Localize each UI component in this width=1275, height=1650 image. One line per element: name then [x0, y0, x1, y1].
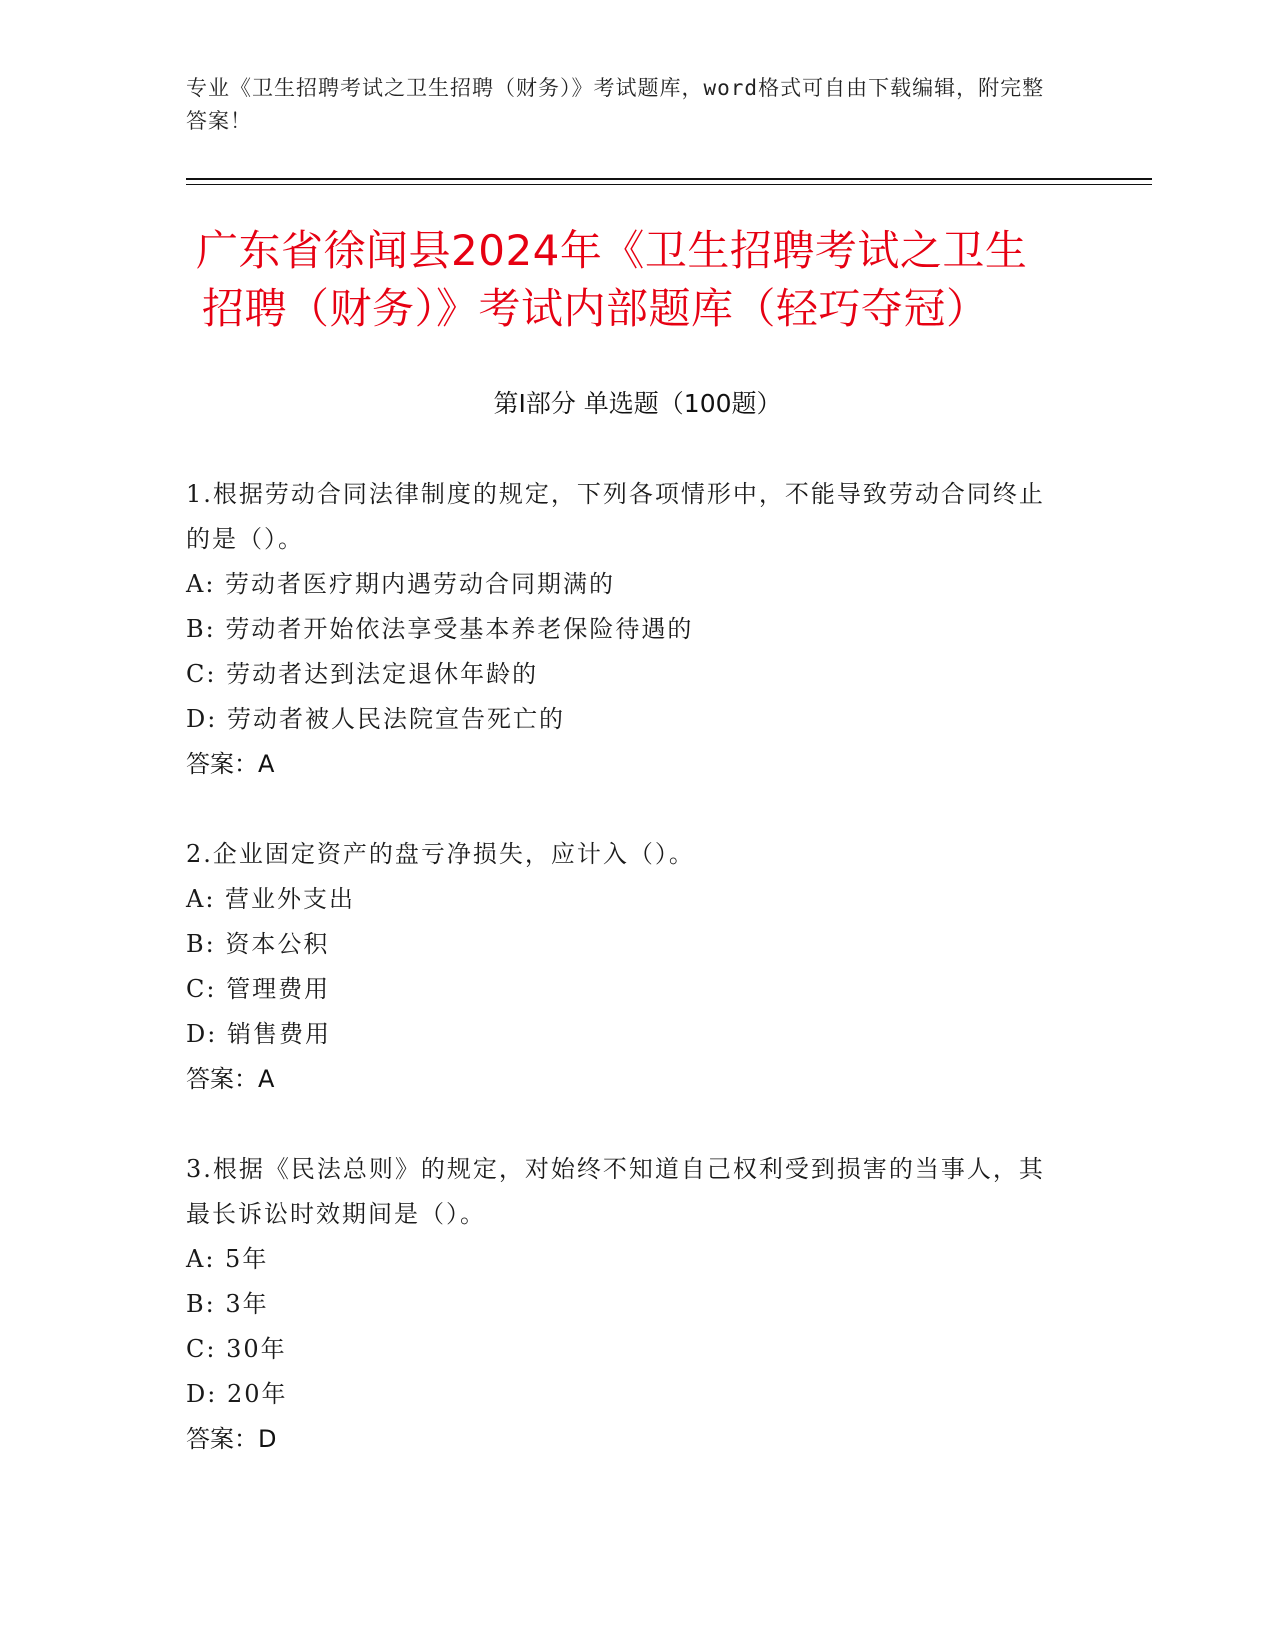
option-b: B: 劳动者开始依法享受基本养老保险待遇的 [186, 615, 694, 643]
question-text: 2.企业固定资产的盘亏净损失，应计入（）。 [186, 840, 695, 868]
title-line-2: 招聘（财务）》考试内部题库（轻巧夺冠） [202, 284, 989, 333]
question-3 [186, 1147, 1066, 1462]
option-c: C: 劳动者达到法定退休年龄的 [186, 660, 539, 688]
option-a: A: 5年 [186, 1245, 269, 1273]
option-b: B: 资本公积 [186, 930, 330, 958]
question-1 [186, 472, 1066, 787]
header-divider-thick [186, 178, 1152, 180]
question-2 [186, 832, 1066, 1102]
header-divider-thin [186, 184, 1152, 185]
option-a: A: 营业外支出 [186, 885, 356, 913]
option-d: D: 20年 [186, 1380, 288, 1408]
option-d: D: 销售费用 [186, 1020, 331, 1048]
question-text: 1.根据劳动合同法律制度的规定，下列各项情形中，不能导致劳动合同终止的是（）。 [186, 480, 1045, 553]
answer: 答案：A [186, 1065, 275, 1093]
section-heading: 第Ⅰ部分 单选题（100题） [493, 389, 782, 418]
option-d: D: 劳动者被人民法院宣告死亡的 [186, 705, 565, 733]
title-line-1: 广东省徐闻县2024年《卫生招聘考试之卫生 [196, 226, 1028, 275]
option-c: C: 管理费用 [186, 975, 331, 1003]
option-b: B: 3年 [186, 1290, 269, 1318]
answer: 答案：A [186, 750, 275, 778]
header-note: 专业《卫生招聘考试之卫生招聘（财务）》考试题库，word格式可自由下载编辑，附完整答案！ [186, 76, 1045, 133]
answer: 答案：D [186, 1425, 277, 1453]
question-list [186, 472, 1066, 1507]
question-text: 3.根据《民法总则》的规定，对始终不知道自己权利受到损害的当事人，其最长诉讼时效期间是（）。 [186, 1155, 1045, 1228]
option-a: A: 劳动者医疗期内遇劳动合同期满的 [186, 570, 616, 598]
option-c: C: 30年 [186, 1335, 287, 1363]
document-title [196, 222, 1096, 338]
